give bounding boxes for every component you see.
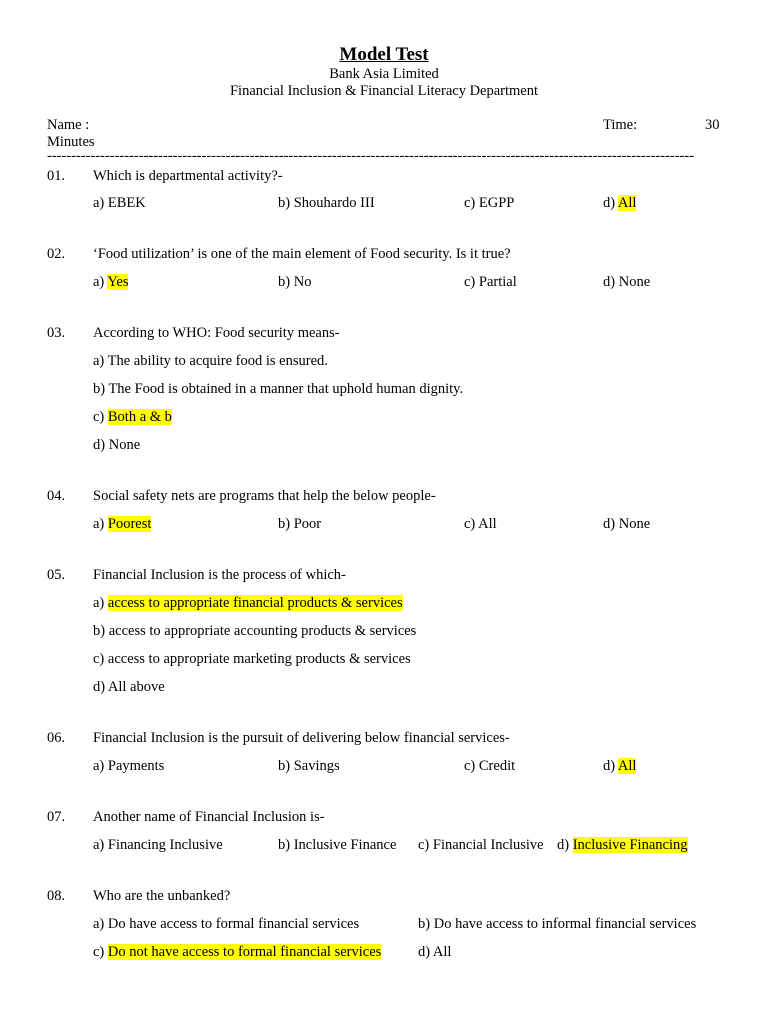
option-text: Financial Inclusive: [432, 837, 544, 853]
organization-name: Bank Asia Limited: [329, 66, 439, 82]
highlighted-answer: Do not have access to formal financial services: [107, 944, 382, 960]
option-text: The ability to acquire food is ensured.: [107, 353, 328, 369]
option-prefix: b): [93, 381, 109, 397]
option-c: [418, 837, 544, 854]
option-text: None: [618, 516, 651, 532]
time-label: Time:: [603, 117, 638, 133]
question-text: Which is departmental activity?-: [93, 168, 283, 184]
option-text: All: [478, 516, 497, 532]
option-b: [278, 195, 375, 212]
option-c: [93, 409, 172, 426]
option-prefix: a): [93, 595, 108, 611]
option-text: Payments: [107, 758, 165, 774]
question-number: 05.: [47, 567, 66, 583]
highlighted-answer: Yes: [107, 274, 129, 290]
option-b: [93, 381, 463, 398]
option-c: [464, 516, 497, 533]
highlighted-answer: access to appropriate financial products & services: [107, 595, 403, 611]
question-text: Financial Inclusion is the process of which-: [93, 567, 346, 583]
option-text: Inclusive Finance: [293, 837, 397, 853]
option-prefix: c): [464, 516, 479, 532]
question-number: 08.: [47, 888, 66, 904]
option-prefix: a): [93, 195, 108, 211]
highlighted-answer: Both a & b: [107, 409, 172, 425]
option-text: EGPP: [478, 195, 515, 211]
option-prefix: d): [418, 944, 433, 960]
option-text: Poor: [293, 516, 322, 532]
option-c: [464, 195, 514, 212]
time-value: 30: [705, 117, 720, 133]
question-number: 07.: [47, 809, 66, 825]
question-number: 03.: [47, 325, 66, 341]
option-prefix: b): [418, 916, 434, 932]
option-text: None: [618, 274, 651, 290]
option-prefix: a): [93, 274, 108, 290]
question-text: Financial Inclusion is the pursuit of delivering below financial services-: [93, 730, 510, 746]
option-c: [464, 274, 517, 291]
option-a: [93, 274, 128, 291]
option-a: [93, 758, 164, 775]
question-text: Who are the unbanked?: [93, 888, 231, 904]
option-prefix: a): [93, 916, 108, 932]
question-number: 06.: [47, 730, 66, 746]
option-prefix: d): [603, 516, 619, 532]
option-text: All above: [107, 679, 165, 695]
option-prefix: d): [603, 274, 619, 290]
option-a: [93, 353, 328, 370]
option-a: [93, 916, 359, 933]
option-d: [93, 679, 165, 696]
option-text: None: [108, 437, 141, 453]
option-prefix: c): [93, 651, 108, 667]
option-prefix: d): [603, 758, 618, 774]
option-prefix: d): [557, 837, 573, 853]
question-text: ‘Food utilization’ is one of the main element of Food security. Is it true?: [93, 246, 511, 262]
option-text: access to appropriate marketing products & services: [107, 651, 411, 667]
option-d: [603, 516, 650, 533]
option-prefix: b): [93, 623, 109, 639]
option-prefix: b): [278, 516, 294, 532]
option-prefix: c): [93, 409, 108, 425]
separator-line: --------------------------------------------------------------------------------------------------------------------------------------: [47, 148, 695, 164]
highlighted-answer: Inclusive Financing: [572, 837, 688, 853]
option-text: No: [293, 274, 312, 290]
option-b: [278, 837, 396, 854]
question-text: Another name of Financial Inclusion is-: [93, 809, 325, 825]
option-b: [93, 623, 416, 640]
option-c: [464, 758, 515, 775]
option-d: [603, 195, 636, 212]
option-text: Savings: [293, 758, 340, 774]
option-text: Credit: [478, 758, 516, 774]
option-a: [93, 595, 403, 612]
option-text: Do have access to formal financial services: [107, 916, 360, 932]
option-text: EBEK: [107, 195, 146, 211]
highlighted-answer: Poorest: [107, 516, 152, 532]
option-d: [557, 837, 688, 854]
option-text: Partial: [478, 274, 517, 290]
minutes-label: Minutes: [47, 134, 95, 150]
option-c: [93, 651, 411, 668]
option-prefix: a): [93, 353, 108, 369]
option-d: [418, 944, 451, 961]
question-number: 02.: [47, 246, 66, 262]
option-b: [418, 916, 696, 933]
option-prefix: a): [93, 837, 108, 853]
option-prefix: a): [93, 758, 108, 774]
option-prefix: c): [464, 274, 479, 290]
highlighted-answer: All: [617, 758, 637, 774]
option-text: Do have access to informal financial services: [433, 916, 697, 932]
option-prefix: d): [603, 195, 618, 211]
option-prefix: c): [464, 195, 479, 211]
option-text: The Food is obtained in a manner that uphold human dignity.: [108, 381, 464, 397]
option-prefix: c): [464, 758, 479, 774]
option-text: Financing Inclusive: [107, 837, 223, 853]
option-text: Shouhardo III: [293, 195, 375, 211]
option-prefix: b): [278, 758, 294, 774]
highlighted-answer: All: [617, 195, 637, 211]
option-d: [603, 758, 636, 775]
option-a: [93, 837, 223, 854]
option-prefix: b): [278, 274, 294, 290]
option-prefix: d): [93, 437, 109, 453]
question-number: 01.: [47, 168, 66, 184]
question-text: Social safety nets are programs that help the below people-: [93, 488, 436, 504]
option-prefix: d): [93, 679, 108, 695]
name-label: Name :: [47, 117, 90, 133]
option-a: [93, 516, 151, 533]
question-text: According to WHO: Food security means-: [93, 325, 340, 341]
option-prefix: b): [278, 837, 294, 853]
option-prefix: a): [93, 516, 108, 532]
option-d: [93, 437, 140, 454]
option-prefix: c): [418, 837, 433, 853]
option-b: [278, 516, 321, 533]
option-text: access to appropriate accounting products & services: [108, 623, 417, 639]
page-title: Model Test: [339, 44, 429, 65]
option-b: [278, 274, 311, 291]
option-a: [93, 195, 146, 212]
option-c: [93, 944, 381, 961]
option-prefix: c): [93, 944, 108, 960]
option-b: [278, 758, 340, 775]
department-name: Financial Inclusion & Financial Literacy Department: [229, 83, 539, 99]
option-text: All: [432, 944, 452, 960]
option-prefix: b): [278, 195, 294, 211]
question-number: 04.: [47, 488, 66, 504]
option-d: [603, 274, 650, 291]
